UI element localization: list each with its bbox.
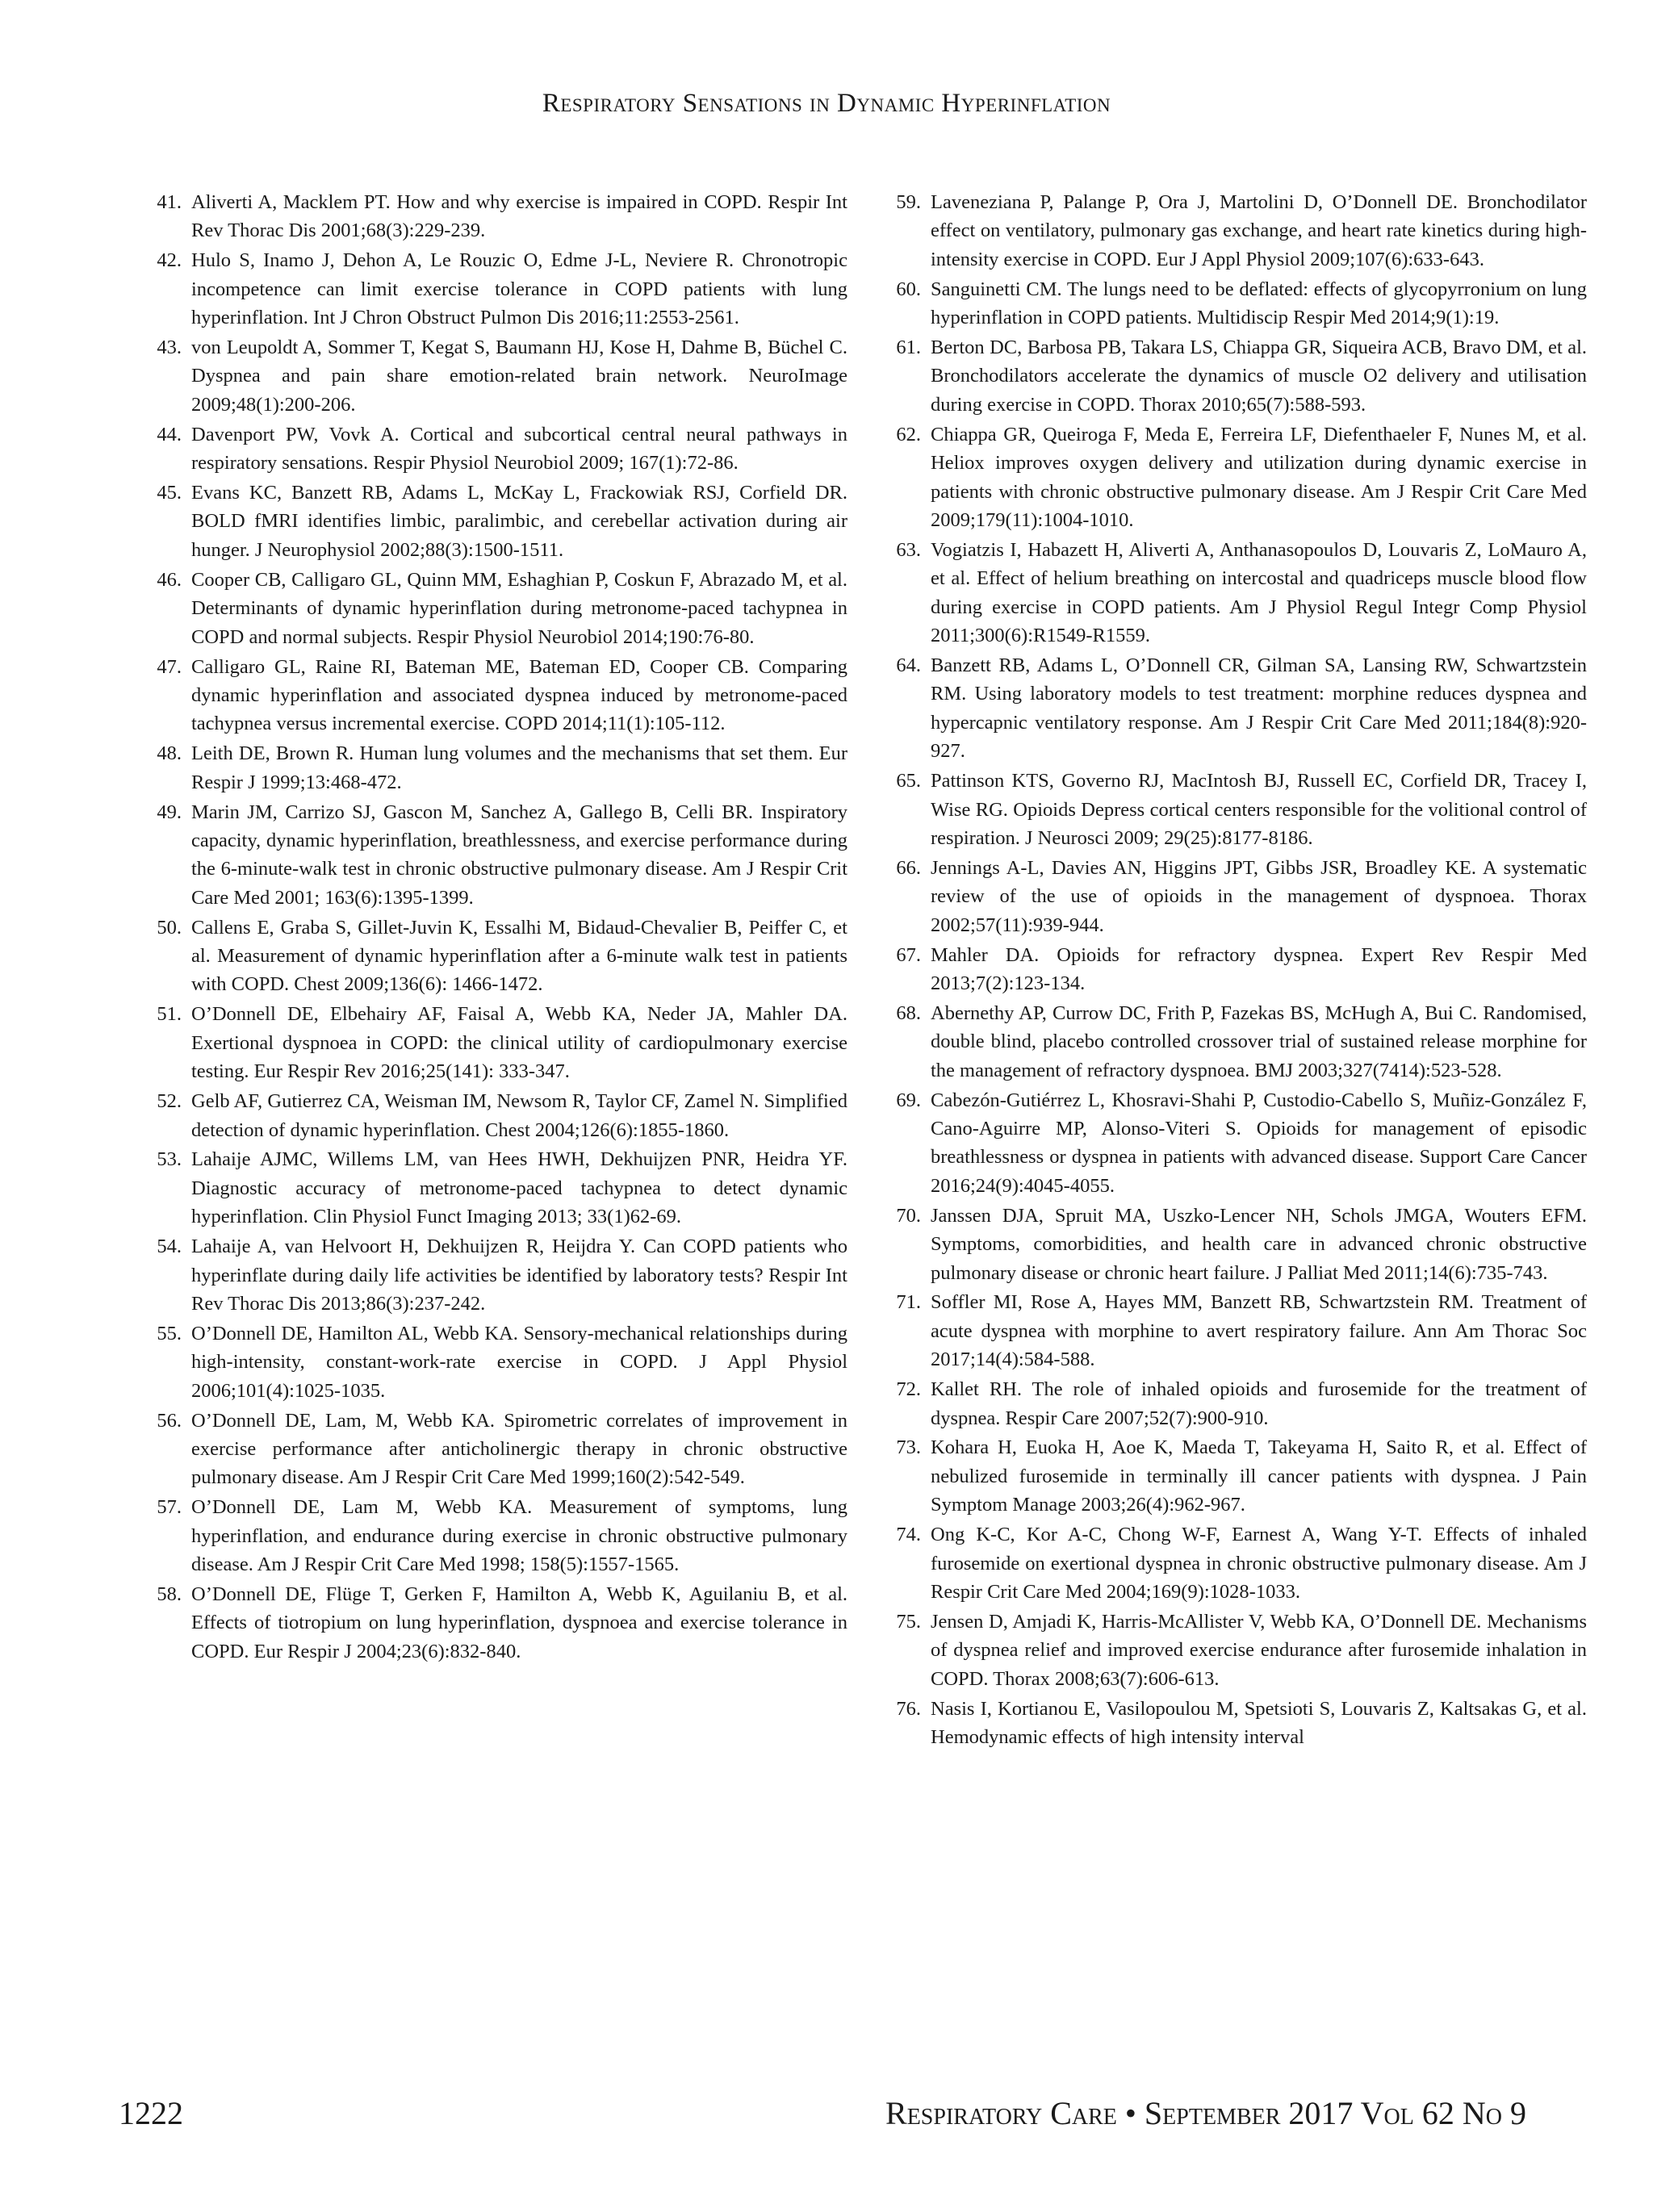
reference-text: Mahler DA. Opioids for refractory dyspnea. Expert Rev Respir Med 2013;7(2):123-134. (931, 943, 1587, 994)
reference-number: 45. (157, 482, 182, 504)
reference-item (137, 739, 847, 797)
reference-number: 60. (896, 278, 921, 300)
reference-number: 42. (157, 249, 182, 272)
reference-text: O’Donnell DE, Lam M, Webb KA. Measurement of symptoms, lung hyperinflation, and endurance during exercise in chronic obstructive pulmonary disease. Am J Respir Crit Care Med 1998; 158(5):1557-1565. (191, 1496, 847, 1576)
reference-item (137, 1319, 847, 1405)
reference-text: Janssen DJA, Spruit MA, Uszko-Lencer NH, Schols JMGA, Wouters EFM. Symptoms, comorbidities, and health care in advanced chronic obstructive pulmonary disease or chronic heart failure. J Palliat Med 2011;14(6):735-743. (931, 1204, 1587, 1284)
reference-number: 46. (157, 568, 182, 591)
reference-item (877, 1608, 1587, 1693)
reference-item (137, 1580, 847, 1666)
reference-text: Nasis I, Kortianou E, Vasilopoulou M, Spetsioti S, Louvaris Z, Kaltsakas G, et al. Hemodynamic effects of high intensity interval (931, 1697, 1587, 1749)
reference-number: 55. (157, 1322, 182, 1344)
reference-number: 41. (157, 191, 182, 213)
reference-item (877, 767, 1587, 852)
reference-item (877, 188, 1587, 274)
reference-text: Leith DE, Brown R. Human lung volumes and the mechanisms that set them. Eur Respir J 1999;13:468-472. (191, 742, 847, 793)
reference-text: Banzett RB, Adams L, O’Donnell CR, Gilman SA, Lansing RW, Schwartzstein RM. Using laboratory models to test treatment: morphine reduces dyspnea and hypercapnic ventilatory response. Am J Respir Crit Care Med 2011;184(8):920-927. (931, 654, 1587, 763)
reference-item (137, 1493, 847, 1579)
reference-number: 50. (157, 916, 182, 939)
reference-item (877, 1433, 1587, 1519)
reference-text: Aliverti A, Macklem PT. How and why exercise is impaired in COPD. Respir Int Rev Thorac Dis 2001;68(3):229-239. (191, 191, 847, 242)
reference-number: 61. (896, 337, 921, 359)
reference-text: Evans KC, Banzett RB, Adams L, McKay L, Frackowiak RSJ, Corfield DR. BOLD fMRI identifies limbic, paralimbic, and cerebellar activation during air hunger. J Neurophysiol 2002;88(3):1500-1511. (191, 482, 847, 561)
reference-item (877, 333, 1587, 419)
reference-text: Cabezón-Gutiérrez L, Khosravi-Shahi P, Custodio-Cabello S, Muñiz-González F, Cano-Aguirre MP, Alonso-Viteri S. Opioids for management of episodic breathlessness or dyspnea in patients with advanced disease. Support Care Cancer 2016;24(9):4045-4055. (931, 1089, 1587, 1197)
reference-item (137, 566, 847, 651)
reference-item (877, 941, 1587, 998)
reference-text: O’Donnell DE, Lam, M, Webb KA. Spirometric correlates of improvement in exercise performance after anticholinergic therapy in chronic obstructive pulmonary disease. Am J Respir Crit Care Med 1999;160(2):542-549. (191, 1409, 847, 1489)
reference-item (137, 1087, 847, 1144)
reference-text: Jensen D, Amjadi K, Harris-McAllister V, Webb KA, O’Donnell DE. Mechanisms of dyspnea relief and improved exercise endurance after furosemide inhalation in COPD. Thorax 2008;63(7):606-613. (931, 1610, 1587, 1690)
references-right-column (877, 188, 1587, 1753)
reference-item (137, 333, 847, 419)
reference-number: 43. (157, 337, 182, 359)
reference-text: Lahaije AJMC, Willems LM, van Hees HWH, Dekhuijzen PNR, Heidra YF. Diagnostic accuracy of metronome-paced tachypnea to detect dynamic hyperinflation. Clin Physiol Funct Imaging 2013; 33(1)62-69. (191, 1148, 847, 1228)
reference-number: 57. (157, 1496, 182, 1519)
reference-number: 47. (157, 655, 182, 678)
reference-item (877, 536, 1587, 650)
reference-item (877, 1375, 1587, 1432)
reference-text: Laveneziana P, Palange P, Ora J, Martolini D, O’Donnell DE. Bronchodilator effect on ventilatory, pulmonary gas exchange, and heart rate kinetics during high-intensity exercise in COPD. Eur J Appl Physiol 2009;107(6):633-643. (931, 191, 1587, 270)
reference-number: 62. (896, 423, 921, 445)
reference-item (137, 1145, 847, 1231)
reference-item (137, 1000, 847, 1085)
reference-item (137, 188, 847, 245)
reference-text: Gelb AF, Gutierrez CA, Weisman IM, Newsom R, Taylor CF, Zamel N. Simplified detection of dynamic hyperinflation. Chest 2004;126(6):1855-1860. (191, 1090, 847, 1141)
reference-text: Sanguinetti CM. The lungs need to be deflated: effects of glycopyrronium on lung hyperinflation in COPD patients. Multidiscip Respir Med 2014;9(1):19. (931, 278, 1587, 329)
reference-text: Lahaije A, van Helvoort H, Dekhuijzen R, Heijdra Y. Can COPD patients who hyperinflate during daily life activities be identified by laboratory tests? Respir Int Rev Thorac Dis 2013;86(3):237-242. (191, 1236, 847, 1315)
reference-text: Calligaro GL, Raine RI, Bateman ME, Bateman ED, Cooper CB. Comparing dynamic hyperinflation and associated dyspnea induced by metronome-paced tachypnea versus incremental exercise. COPD 2014;11(1):105-112. (191, 655, 847, 735)
reference-text: Davenport PW, Vovk A. Cortical and subcortical central neural pathways in respiratory sensations. Respir Physiol Neurobiol 2009; 167(1):72-86. (191, 423, 847, 475)
reference-item (877, 1695, 1587, 1752)
reference-number: 69. (896, 1089, 921, 1111)
reference-text: Hulo S, Inamo J, Dehon A, Le Rouzic O, Edme J-L, Neviere R. Chronotropic incompetence can limit exercise tolerance in COPD patients with lung hyperinflation. Int J Chron Obstruct Pulmon Dis 2016;11:2553-2561. (191, 249, 847, 329)
page-number: 1222 (119, 2095, 183, 2131)
reference-text: Ong K-C, Kor A-C, Chong W-F, Earnest A, Wang Y-T. Effects of inhaled furosemide on exertional dyspnea in chronic obstructive pulmonary disease. Am J Respir Crit Care Med 2004;169(9):1028-1033. (931, 1524, 1587, 1603)
reference-number: 63. (896, 538, 921, 561)
running-head: Respiratory Sensations in Dynamic Hyperinflation (542, 89, 1111, 118)
reference-number: 59. (896, 191, 921, 213)
reference-text: Kohara H, Euoka H, Aoe K, Maeda T, Takeyama H, Saito R, et al. Effect of nebulized furosemide in terminally ill cancer patients with dyspnea. J Pain Symptom Manage 2003;26(4):962-967. (931, 1436, 1587, 1516)
reference-number: 68. (896, 1001, 921, 1024)
reference-text: Pattinson KTS, Governo RJ, MacIntosh BJ, Russell EC, Corfield DR, Tracey I, Wise RG. Opioids Depress cortical centers responsible for the volitional control of respiration. J Neurosci 2009; 29(25):8177-8186. (931, 770, 1587, 849)
reference-number: 58. (157, 1583, 182, 1605)
reference-number: 52. (157, 1090, 182, 1113)
references-left-column (137, 188, 847, 1667)
reference-text: Chiappa GR, Queiroga F, Meda E, Ferreira LF, Diefenthaeler F, Nunes M, et al. Heliox improves oxygen delivery and utilization during dynamic exercise in patients with chronic obstructive pulmonary disease. Am J Respir Crit Care Med 2009;179(11):1004-1010. (931, 423, 1587, 531)
reference-text: O’Donnell DE, Flüge T, Gerken F, Hamilton A, Webb K, Aguilaniu B, et al. Effects of tiotropium on lung hyperinflation, dyspnoea and exercise tolerance in COPD. Eur Respir J 2004;23(6):832-840. (191, 1583, 847, 1662)
reference-number: 66. (896, 856, 921, 879)
reference-number: 53. (157, 1148, 182, 1171)
reference-item (877, 1086, 1587, 1201)
reference-number: 64. (896, 654, 921, 676)
journal-info: Respiratory Care • September 2017 Vol 62 No 9 (885, 2095, 1526, 2131)
reference-number: 71. (896, 1291, 921, 1314)
reference-item (137, 246, 847, 332)
reference-text: O’Donnell DE, Hamilton AL, Webb KA. Sensory-mechanical relationships during high-intensity, constant-work-rate exercise in COPD. J Appl Physiol 2006;101(4):1025-1035. (191, 1322, 847, 1402)
reference-item (877, 420, 1587, 535)
reference-number: 75. (896, 1610, 921, 1633)
reference-item (137, 798, 847, 913)
reference-item (877, 854, 1587, 939)
reference-item (137, 653, 847, 738)
reference-text: Soffler MI, Rose A, Hayes MM, Banzett RB, Schwartzstein RM. Treatment of acute dyspnea with morphine to avert respiratory failure. Ann Am Thorac Soc 2017;14(4):584-588. (931, 1291, 1587, 1371)
reference-number: 73. (896, 1436, 921, 1459)
reference-text: Berton DC, Barbosa PB, Takara LS, Chiappa GR, Siqueira ACB, Bravo DM, et al. Bronchodilators accelerate the dynamics of muscle O2 delivery and utilisation during exercise in COPD. Thorax 2010;65(7):588-593. (931, 337, 1587, 416)
reference-number: 70. (896, 1204, 921, 1227)
reference-text: Marin JM, Carrizo SJ, Gascon M, Sanchez A, Gallego B, Celli BR. Inspiratory capacity, dynamic hyperinflation, breathlessness, and exercise performance during the 6-minute-walk test in chronic obstructive pulmonary disease. Am J Respir Crit Care Med 2001; 163(6):1395-1399. (191, 801, 847, 909)
reference-item (877, 1202, 1587, 1287)
reference-number: 54. (157, 1236, 182, 1258)
reference-item (877, 999, 1587, 1085)
reference-item (137, 420, 847, 478)
reference-text: Kallet RH. The role of inhaled opioids and furosemide for the treatment of dyspnea. Respir Care 2007;52(7):900-910. (931, 1378, 1587, 1429)
reference-item (137, 479, 847, 564)
reference-number: 56. (157, 1409, 182, 1432)
reference-text: von Leupoldt A, Sommer T, Kegat S, Baumann HJ, Kose H, Dahme B, Büchel C. Dyspnea and pain share emotion-related brain network. NeuroImage 2009;48(1):200-206. (191, 337, 847, 416)
reference-item (877, 651, 1587, 766)
reference-text: Vogiatzis I, Habazett H, Aliverti A, Anthanasopoulos D, Louvaris Z, LoMauro A, et al. Effect of helium breathing on intercostal and quadriceps muscle blood flow during exercise in COPD patients. Am J Physiol Regul Integr Comp Physiol 2011;300(6):R1549-R1559. (931, 538, 1587, 647)
reference-text: O’Donnell DE, Elbehairy AF, Faisal A, Webb KA, Neder JA, Mahler DA. Exertional dyspnoea in COPD: the clinical utility of cardiopulmonary exercise testing. Eur Respir Rev 2016;25(141): 333-347. (191, 1003, 847, 1083)
reference-text: Cooper CB, Calligaro GL, Quinn MM, Eshaghian P, Coskun F, Abrazado M, et al. Determinants of dynamic hyperinflation during metronome-paced tachypnea in COPD and normal subjects. Respir Physiol Neurobiol 2014;190:76-80. (191, 568, 847, 648)
reference-number: 51. (157, 1003, 182, 1026)
reference-text: Callens E, Graba S, Gillet-Juvin K, Essalhi M, Bidaud-Chevalier B, Peiffer C, et al. Measurement of dynamic hyperinflation after a 6-minute walk test in patients with COPD. Chest 2009;136(6): 1466-1472. (191, 916, 847, 996)
reference-number: 44. (157, 423, 182, 445)
reference-text: Jennings A-L, Davies AN, Higgins JPT, Gibbs JSR, Broadley KE. A systematic review of the use of opioids in the management of dyspnoea. Thorax 2002;57(11):939-944. (931, 856, 1587, 936)
reference-number: 49. (157, 801, 182, 823)
reference-number: 48. (157, 742, 182, 765)
reference-item (877, 1520, 1587, 1606)
reference-item (877, 275, 1587, 332)
reference-item (137, 914, 847, 999)
reference-number: 67. (896, 943, 921, 966)
reference-text: Abernethy AP, Currow DC, Frith P, Fazekas BS, McHugh A, Bui C. Randomised, double blind, placebo controlled crossover trial of sustained release morphine for the management of refractory dyspnoea. BMJ 2003;327(7414):523-528. (931, 1001, 1587, 1081)
reference-number: 65. (896, 770, 921, 792)
reference-number: 76. (896, 1697, 921, 1720)
reference-item (137, 1407, 847, 1492)
reference-item (877, 1288, 1587, 1374)
reference-number: 72. (896, 1378, 921, 1401)
reference-item (137, 1232, 847, 1318)
reference-number: 74. (896, 1524, 921, 1546)
